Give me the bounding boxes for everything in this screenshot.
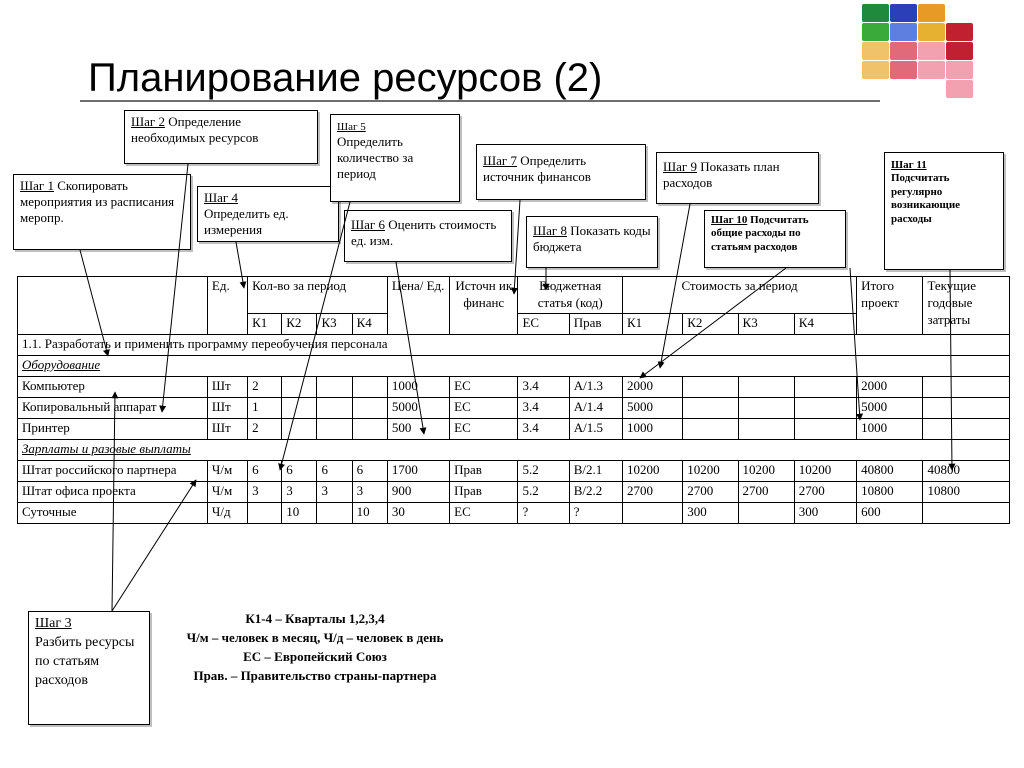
cell-prav: A/1.3 <box>569 376 622 397</box>
cell-source: ЕС <box>450 502 518 523</box>
header-total: Итого проект <box>857 277 923 335</box>
cell-c2: 2700 <box>683 481 738 502</box>
cell-unit: Ч/м <box>207 481 247 502</box>
salary-rows <box>18 460 1010 523</box>
cell-c1: 5000 <box>622 397 682 418</box>
logo-cube <box>862 23 889 41</box>
cell-c1: 2000 <box>622 376 682 397</box>
step-5-text: Определить количество за период <box>337 134 414 182</box>
header-unit: Ед. <box>207 277 247 335</box>
cell-c4 <box>794 376 856 397</box>
logo-cube <box>862 61 889 79</box>
logo-cube <box>890 4 917 22</box>
cell-q3 <box>317 502 352 523</box>
header-blank <box>18 277 208 335</box>
cell-c1: 1000 <box>622 418 682 439</box>
legend-line: Прав. – Правительство страны-партнера <box>193 667 437 683</box>
subheader-prav: Прав <box>569 313 622 334</box>
cell-c3: 10200 <box>738 460 794 481</box>
cell-c2 <box>683 376 738 397</box>
category-equipment: Оборудование <box>18 355 1010 376</box>
cell-recurring <box>923 376 1010 397</box>
logo-cube <box>946 23 973 41</box>
logo-cube <box>918 61 945 79</box>
cell-c3 <box>738 502 794 523</box>
cell-source: ЕС <box>450 376 518 397</box>
logo-cube <box>862 4 889 22</box>
cell-price: 900 <box>387 481 449 502</box>
cell-c3: 2700 <box>738 481 794 502</box>
step-7-number: Шаг 7 <box>483 153 517 168</box>
cell-c1 <box>622 502 682 523</box>
cell-unit: Шт <box>207 397 247 418</box>
step-10-number: Шаг 10 <box>711 214 748 226</box>
step-7-callout <box>476 144 646 200</box>
cell-total: 10800 <box>857 481 923 502</box>
cell-c1: 10200 <box>622 460 682 481</box>
section-title-row <box>18 334 1010 355</box>
page-title: Планирование ресурсов (2) <box>88 56 603 100</box>
subheader-c1: К1 <box>622 313 682 334</box>
step-4-number: Шаг 4 <box>204 190 238 205</box>
legend-line: Ч/м – человек в месяц, Ч/д – человек в день <box>186 629 444 645</box>
cell-name: Компьютер <box>18 376 208 397</box>
cell-recurring <box>923 397 1010 418</box>
cell-name: Штат российского партнера <box>18 460 208 481</box>
cell-c2: 10200 <box>683 460 738 481</box>
cell-q4 <box>352 376 387 397</box>
table-row <box>18 481 1010 502</box>
cell-q4 <box>352 418 387 439</box>
subheader-c3: К3 <box>738 313 794 334</box>
step-6-number: Шаг 6 <box>351 217 385 232</box>
cell-name: Суточные <box>18 502 208 523</box>
subheader-q1: К1 <box>248 313 282 334</box>
table-row <box>18 376 1010 397</box>
subheader-q4: К4 <box>352 313 387 334</box>
cell-source: ЕС <box>450 397 518 418</box>
cell-price: 500 <box>387 418 449 439</box>
step-2-callout <box>124 110 318 164</box>
logo-cube <box>946 61 973 79</box>
step-2-number: Шаг 2 <box>131 114 165 129</box>
header-source: Источн ик финанс <box>450 277 518 335</box>
cell-total: 1000 <box>857 418 923 439</box>
cell-q2: 10 <box>282 502 317 523</box>
step-1-text: Скопировать мероприятия из расписания меропр. <box>20 178 175 225</box>
logo-cube <box>946 80 973 98</box>
cell-q2 <box>282 397 317 418</box>
cell-source: Прав <box>450 481 518 502</box>
step-3-callout <box>28 611 150 725</box>
cell-c4 <box>794 418 856 439</box>
header-row <box>18 277 1010 314</box>
cell-price: 5000 <box>387 397 449 418</box>
cell-q2: 3 <box>282 481 317 502</box>
cell-q3 <box>317 397 352 418</box>
cell-q3: 6 <box>317 460 352 481</box>
table-row <box>18 418 1010 439</box>
cell-q2 <box>282 418 317 439</box>
cell-c4: 300 <box>794 502 856 523</box>
cell-total: 5000 <box>857 397 923 418</box>
section-title: 1.1. Разработать и применить программу переобучения персонала <box>18 334 1010 355</box>
cell-ec: ? <box>518 502 569 523</box>
logo-cube <box>862 42 889 60</box>
cell-c4 <box>794 397 856 418</box>
step-8-callout <box>526 216 658 268</box>
cell-recurring: 40800 <box>923 460 1010 481</box>
cell-total: 40800 <box>857 460 923 481</box>
header-qty: Кол-во за период <box>248 277 388 314</box>
cell-recurring <box>923 418 1010 439</box>
cell-c3 <box>738 376 794 397</box>
step-3-number: Шаг 3 <box>35 616 72 631</box>
logo-cube <box>918 4 945 22</box>
cell-name: Копировальный аппарат <box>18 397 208 418</box>
header-budget: Бюджетная статья (код) <box>518 277 623 314</box>
step-2-text: Определение необходимых ресурсов <box>131 114 259 145</box>
cell-q1: 3 <box>248 481 282 502</box>
subheader-c4: К4 <box>794 313 856 334</box>
cell-source: ЕС <box>450 418 518 439</box>
step-9-text: Показать план расходов <box>663 159 780 190</box>
cell-ec: 5.2 <box>518 460 569 481</box>
cell-q4: 3 <box>352 481 387 502</box>
step-9-callout <box>656 152 819 204</box>
table-row <box>18 397 1010 418</box>
cell-prav: A/1.5 <box>569 418 622 439</box>
step-6-callout <box>344 210 512 262</box>
table-row <box>18 460 1010 481</box>
step-4-callout <box>197 186 339 242</box>
resource-table <box>17 276 1010 524</box>
cell-recurring: 10800 <box>923 481 1010 502</box>
cell-total: 600 <box>857 502 923 523</box>
cell-q1: 6 <box>248 460 282 481</box>
step-9-number: Шаг 9 <box>663 159 697 174</box>
cell-q2: 6 <box>282 460 317 481</box>
logo-cube <box>890 42 917 60</box>
cell-q3: 3 <box>317 481 352 502</box>
logo-cube <box>890 23 917 41</box>
step-5-number: Шаг 5 <box>337 121 366 133</box>
cell-q4: 10 <box>352 502 387 523</box>
logo-cube <box>918 42 945 60</box>
cell-price: 30 <box>387 502 449 523</box>
equipment-rows <box>18 376 1010 439</box>
step-7-text: Определить источник финансов <box>483 153 591 184</box>
cell-q3 <box>317 418 352 439</box>
cell-price: 1000 <box>387 376 449 397</box>
step-10-callout <box>704 210 846 268</box>
cell-c1: 2700 <box>622 481 682 502</box>
cell-prav: A/1.4 <box>569 397 622 418</box>
cell-source: Прав <box>450 460 518 481</box>
cell-prav: B/2.1 <box>569 460 622 481</box>
cell-unit: Шт <box>207 418 247 439</box>
header-recurring: Текущие годовые затраты <box>923 277 1010 335</box>
cell-c4: 2700 <box>794 481 856 502</box>
subheader-c2: К2 <box>683 313 738 334</box>
cell-ec: 3.4 <box>518 397 569 418</box>
cell-c2 <box>683 397 738 418</box>
step-11-text: Подсчитать регулярно возникающие расходы <box>891 172 961 225</box>
cell-c2 <box>683 418 738 439</box>
cell-prav: ? <box>569 502 622 523</box>
legend <box>150 610 480 685</box>
step-1-callout <box>13 174 191 250</box>
step-4-text: Определить ед. измерения <box>204 205 289 237</box>
header-price: Цена/ Ед. <box>387 277 449 335</box>
step-11-callout <box>884 152 1004 270</box>
cell-unit: Шт <box>207 376 247 397</box>
cell-q2 <box>282 376 317 397</box>
cell-q1 <box>248 502 282 523</box>
subheader-q2: К2 <box>282 313 317 334</box>
logo-cube <box>946 42 973 60</box>
cell-q3 <box>317 376 352 397</box>
cell-q1: 2 <box>248 418 282 439</box>
step-1-number: Шаг 1 <box>20 178 54 193</box>
subheader-ec: ЕС <box>518 313 569 334</box>
cell-prav: B/2.2 <box>569 481 622 502</box>
step-5-callout <box>330 114 460 202</box>
logo-cube <box>890 61 917 79</box>
step-8-text: Показать коды бюджета <box>533 223 651 254</box>
cell-total: 2000 <box>857 376 923 397</box>
cell-price: 1700 <box>387 460 449 481</box>
cell-unit: Ч/д <box>207 502 247 523</box>
step-6-text: Оценить стоимость ед. изм. <box>351 217 497 248</box>
cell-name: Принтер <box>18 418 208 439</box>
step-11-number: Шаг 11 <box>891 159 927 171</box>
table-row <box>18 502 1010 523</box>
category-row-salaries <box>18 439 1010 460</box>
cell-c4: 10200 <box>794 460 856 481</box>
cell-ec: 3.4 <box>518 418 569 439</box>
step-8-number: Шаг 8 <box>533 223 567 238</box>
cell-q4 <box>352 397 387 418</box>
header-cost: Стоимость за период <box>622 277 856 314</box>
subheader-q3: К3 <box>317 313 352 334</box>
legend-line: К1-4 – Кварталы 1,2,3,4 <box>245 611 385 626</box>
cell-q4: 6 <box>352 460 387 481</box>
title-divider <box>80 100 880 102</box>
legend-line: ЕС – Европейский Союз <box>243 648 387 664</box>
cell-q1: 1 <box>248 397 282 418</box>
cell-name: Штат офиса проекта <box>18 481 208 502</box>
step-3-text: Разбить ресурсы по статьям расходов <box>35 634 135 688</box>
cell-ec: 5.2 <box>518 481 569 502</box>
cell-unit: Ч/м <box>207 460 247 481</box>
step-10-text: Подсчитать общие расходы по статьям расходов <box>711 214 809 253</box>
category-salaries: Зарплаты и разовые выплаты <box>18 439 1010 460</box>
cell-q1: 2 <box>248 376 282 397</box>
cell-c3 <box>738 397 794 418</box>
cell-recurring <box>923 502 1010 523</box>
category-row-equipment <box>18 355 1010 376</box>
cell-c2: 300 <box>683 502 738 523</box>
cell-ec: 3.4 <box>518 376 569 397</box>
cell-c3 <box>738 418 794 439</box>
logo-cube <box>918 23 945 41</box>
